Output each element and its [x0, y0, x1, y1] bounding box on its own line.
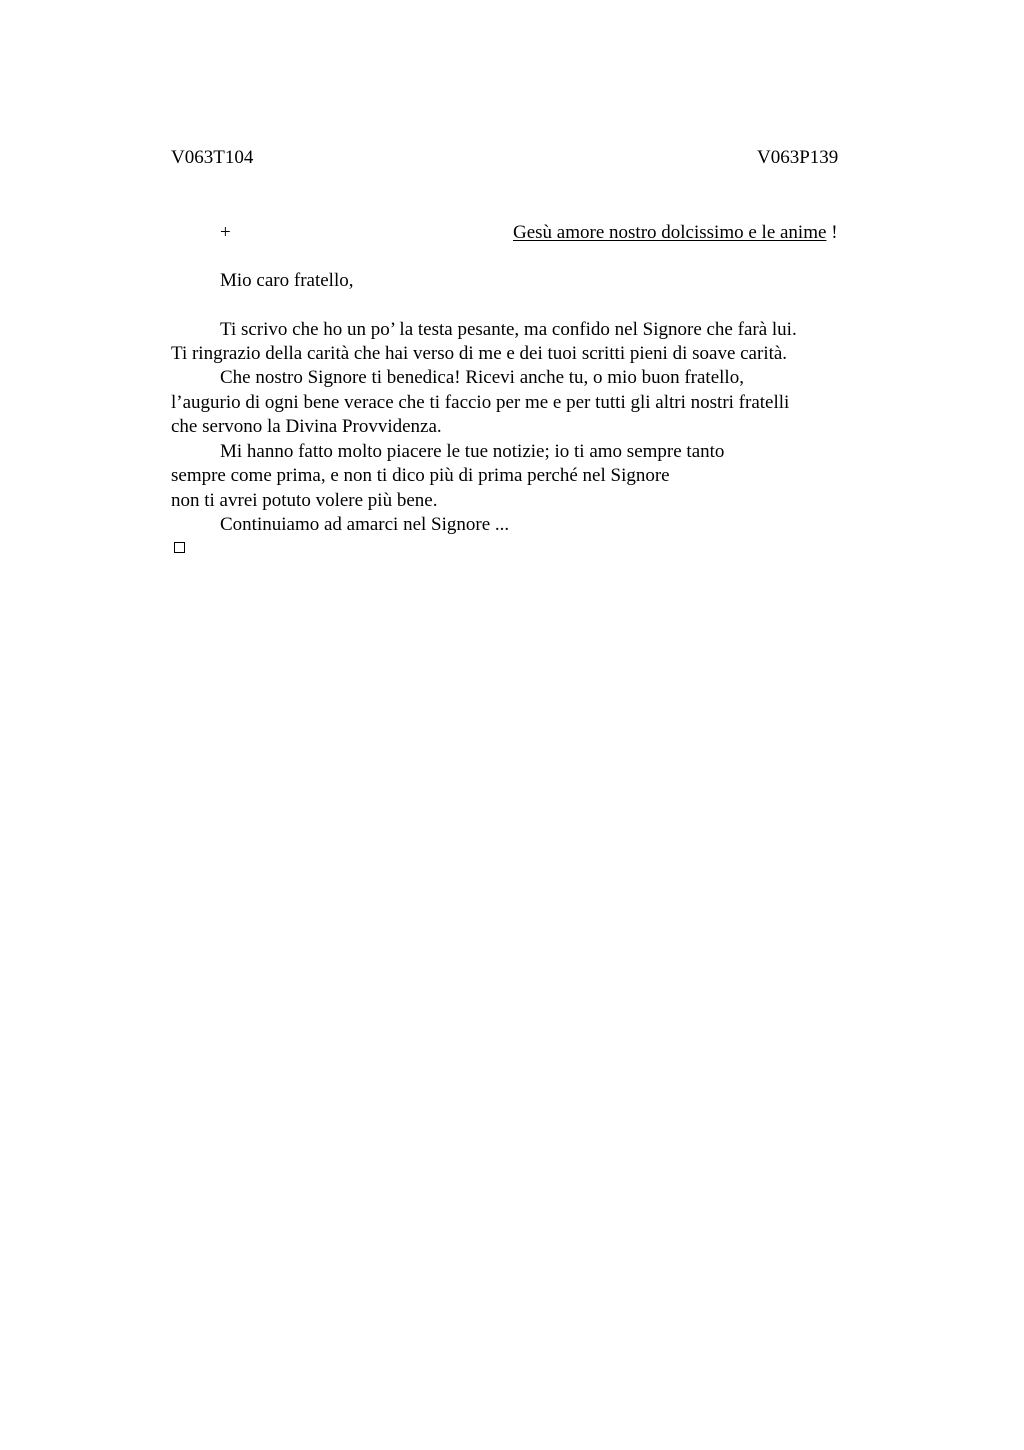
salutation: Mio caro fratello,	[220, 270, 354, 291]
body-line: Che nostro Signore ti benedica! Ricevi anche tu, o mio buon fratello,	[220, 367, 744, 388]
body-line: Ti ringrazio della carità che hai verso di me e dei tuoi scritti pieni di soave carità.	[171, 343, 788, 364]
body-line: Mi hanno fatto molto piacere le tue notizie; io ti amo sempre tanto	[220, 441, 725, 462]
cross-symbol: +	[220, 222, 231, 243]
body-line: non ti avrei potuto volere più bene.	[171, 490, 438, 511]
empty-square-icon	[174, 542, 185, 553]
body-line: Ti scrivo che ho un po’ la testa pesante, ma confido nel Signore che farà lui.	[220, 319, 797, 340]
body-line: sempre come prima, e non ti dico più di prima perché nel Signore	[171, 465, 670, 486]
body-line: Continuiamo ad amarci nel Signore ...	[220, 514, 510, 535]
document-code-left: V063T104	[171, 147, 254, 168]
document-code-right: V063P139	[757, 147, 839, 168]
motto-line	[513, 221, 838, 245]
motto-text: Gesù amore nostro dolcissimo e le anime	[513, 222, 827, 243]
motto-exclamation: !	[831, 222, 838, 243]
body-line: l’augurio di ogni bene verace che ti faccio per me e per tutti gli altri nostri fratelli	[171, 392, 790, 413]
body-line: che servono la Divina Provvidenza.	[171, 416, 442, 437]
